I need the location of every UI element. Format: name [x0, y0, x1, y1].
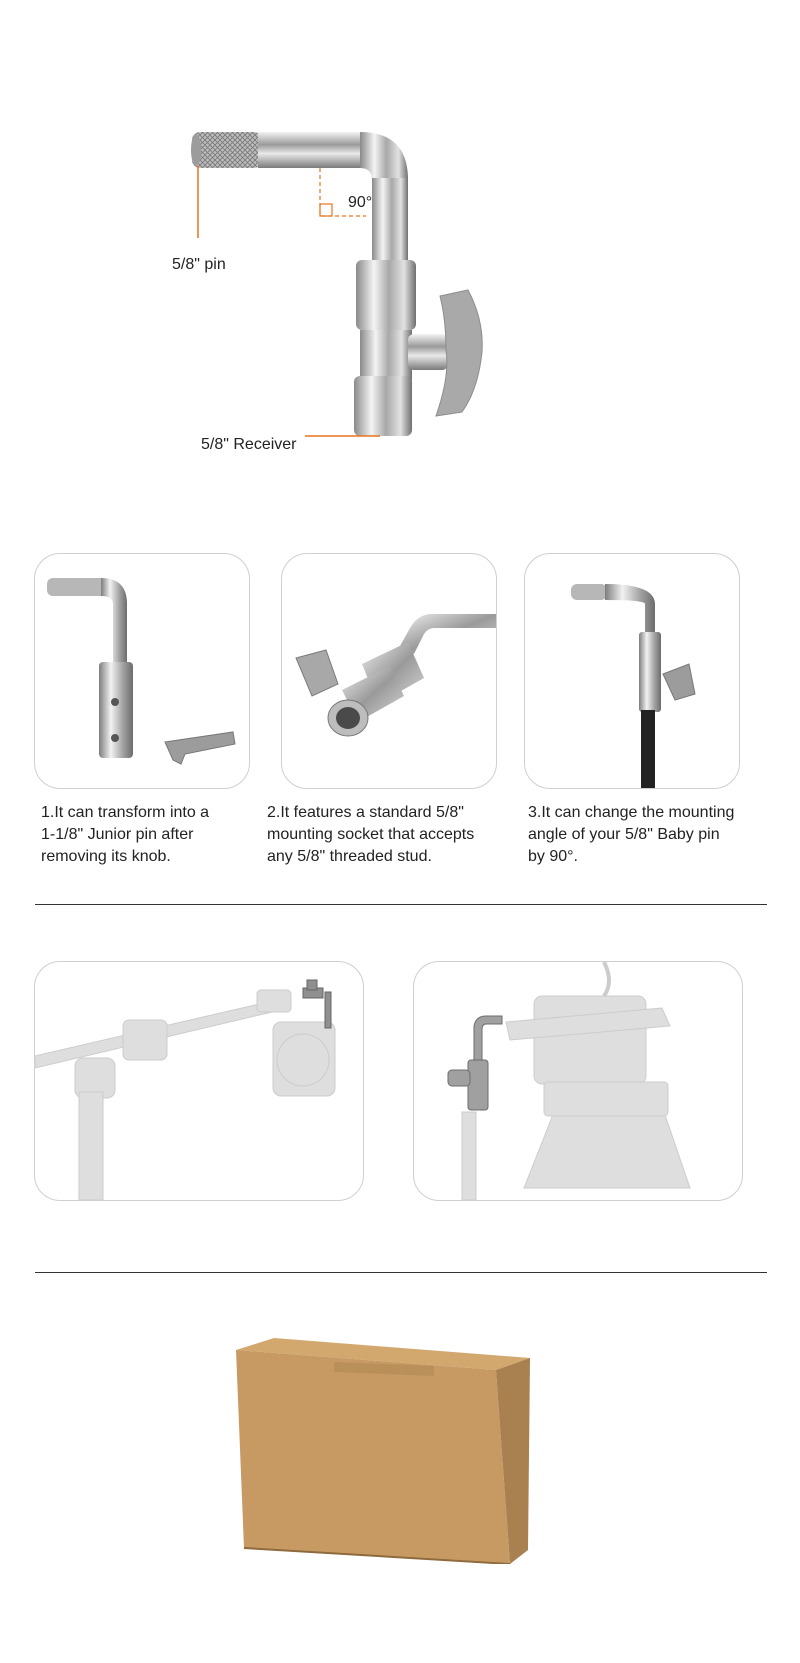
feature-card-2: [281, 553, 497, 789]
section-divider-2: [35, 1272, 767, 1273]
hero-product-image: [150, 120, 550, 480]
pin-label: 5/8" pin: [172, 256, 226, 273]
feature-caption-2: 2.It features a standard 5/8" mounting socket that accepts any 5/8" threaded stud.: [267, 804, 475, 865]
lamp-head-mount-icon: [414, 962, 742, 1200]
usage-card-lamp-head: [413, 961, 743, 1201]
junior-pin-icon: [35, 554, 249, 788]
receiver-label: 5/8" Receiver: [201, 436, 297, 453]
usage-card-boom-arm: [34, 961, 364, 1201]
feature-caption-3: 3.It can change the mounting angle of your 5/8" Baby pin by 90°.: [528, 804, 735, 865]
mounting-socket-icon: [282, 554, 496, 788]
package-box-image: [234, 1336, 530, 1564]
boom-arm-light-icon: [35, 962, 363, 1200]
feature-card-1: [34, 553, 250, 789]
cardboard-box-icon: [234, 1336, 530, 1564]
angle-adapter-icon: [150, 120, 550, 480]
feature-card-3: [524, 553, 740, 789]
angle-label: 90°: [348, 194, 373, 211]
feature-caption-1: 1.It can transform into a 1-1/8" Junior pin after removing its knob.: [41, 804, 210, 865]
section-divider: [35, 904, 767, 905]
baby-pin-stand-icon: [525, 554, 739, 788]
